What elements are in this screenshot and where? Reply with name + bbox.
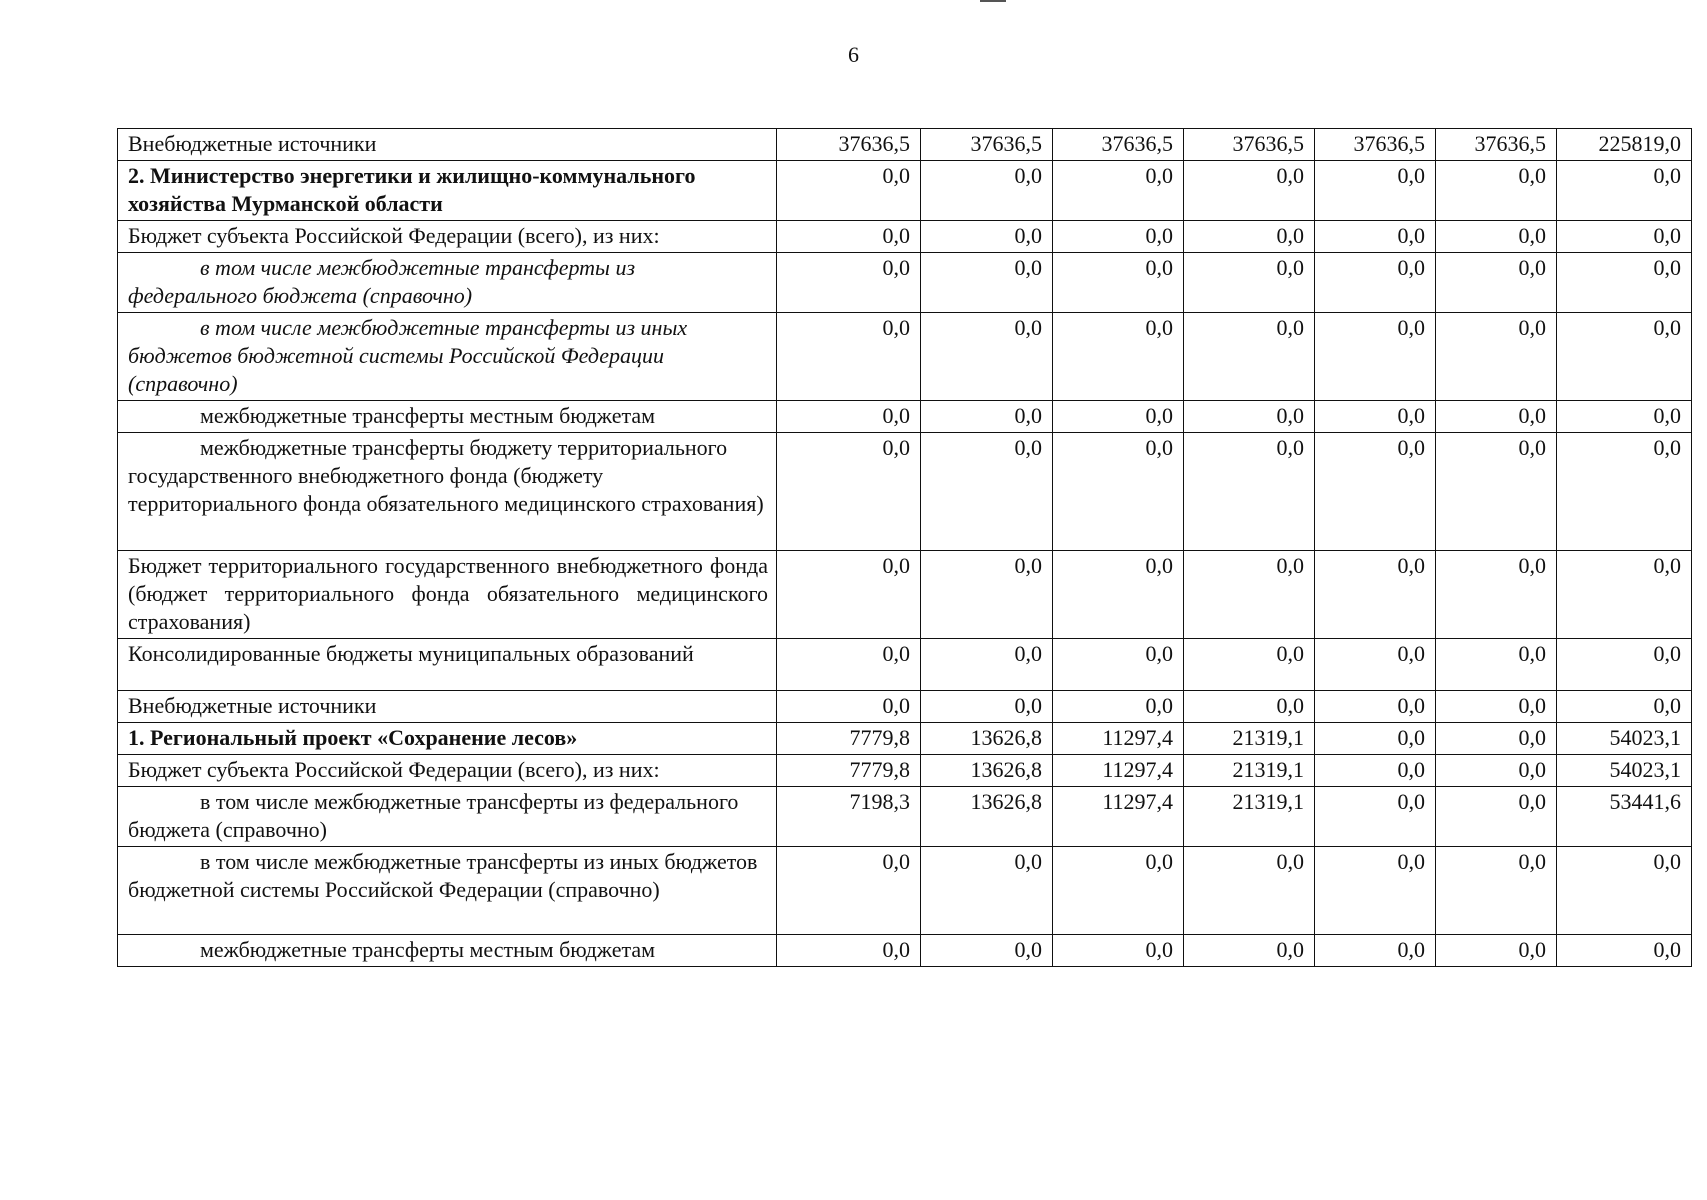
value-cell: 0,0 — [777, 433, 921, 551]
value-cell: 0,0 — [921, 433, 1053, 551]
value-cell: 0,0 — [921, 935, 1053, 967]
table-row — [118, 161, 1692, 221]
row-label: 2. Министерство энергетики и жилищно-коммунального хозяйства Мурманской области — [118, 161, 777, 221]
value-cell: 0,0 — [1184, 401, 1315, 433]
value-cell: 0,0 — [921, 639, 1053, 691]
table-row — [118, 433, 1692, 551]
value-cell: 37636,5 — [1436, 129, 1557, 161]
value-cell: 0,0 — [777, 935, 921, 967]
value-cell: 37636,5 — [921, 129, 1053, 161]
value-cell: 0,0 — [1053, 847, 1184, 935]
value-cell: 13626,8 — [921, 755, 1053, 787]
value-cell: 0,0 — [1053, 551, 1184, 639]
value-cell: 0,0 — [1315, 161, 1436, 221]
value-cell: 7198,3 — [777, 787, 921, 847]
row-label: Внебюджетные источники — [118, 691, 777, 723]
total-cell: 0,0 — [1557, 221, 1692, 253]
value-cell: 0,0 — [1184, 221, 1315, 253]
value-cell: 0,0 — [921, 401, 1053, 433]
budget-table — [117, 128, 1692, 967]
value-cell: 0,0 — [777, 221, 921, 253]
row-label: межбюджетные трансферты местным бюджетам — [118, 935, 777, 967]
value-cell: 37636,5 — [1184, 129, 1315, 161]
row-label: в том числе межбюджетные трансферты из иных бюджетов бюджетной системы Российской Федерации (справочно) — [118, 313, 777, 401]
value-cell: 37636,5 — [777, 129, 921, 161]
total-cell: 0,0 — [1557, 161, 1692, 221]
value-cell: 0,0 — [1436, 691, 1557, 723]
value-cell: 0,0 — [1315, 755, 1436, 787]
value-cell: 0,0 — [1315, 723, 1436, 755]
total-cell: 0,0 — [1557, 847, 1692, 935]
total-cell: 0,0 — [1557, 935, 1692, 967]
table-body — [118, 129, 1692, 967]
value-cell: 0,0 — [777, 161, 921, 221]
table-row — [118, 253, 1692, 313]
value-cell: 0,0 — [777, 639, 921, 691]
table-row — [118, 787, 1692, 847]
value-cell: 0,0 — [921, 253, 1053, 313]
table-row — [118, 691, 1692, 723]
table-row — [118, 313, 1692, 401]
value-cell: 13626,8 — [921, 787, 1053, 847]
value-cell: 0,0 — [1053, 401, 1184, 433]
row-label: Консолидированные бюджеты муниципальных образований — [118, 639, 777, 691]
value-cell: 0,0 — [1184, 691, 1315, 723]
total-cell: 0,0 — [1557, 433, 1692, 551]
total-cell: 54023,1 — [1557, 755, 1692, 787]
value-cell: 0,0 — [921, 691, 1053, 723]
value-cell: 0,0 — [921, 161, 1053, 221]
value-cell: 0,0 — [1436, 723, 1557, 755]
value-cell: 0,0 — [1184, 639, 1315, 691]
row-label: Бюджет субъекта Российской Федерации (всего), из них: — [118, 221, 777, 253]
value-cell: 0,0 — [1315, 639, 1436, 691]
value-cell: 0,0 — [777, 847, 921, 935]
value-cell: 0,0 — [1315, 221, 1436, 253]
value-cell: 0,0 — [1436, 401, 1557, 433]
value-cell: 0,0 — [1436, 787, 1557, 847]
value-cell: 0,0 — [1053, 221, 1184, 253]
total-cell: 0,0 — [1557, 313, 1692, 401]
value-cell: 0,0 — [1436, 221, 1557, 253]
value-cell: 0,0 — [1184, 313, 1315, 401]
value-cell: 0,0 — [1184, 253, 1315, 313]
value-cell: 0,0 — [1315, 551, 1436, 639]
total-cell: 0,0 — [1557, 639, 1692, 691]
table-row — [118, 935, 1692, 967]
value-cell: 0,0 — [1436, 253, 1557, 313]
table-row — [118, 401, 1692, 433]
value-cell: 0,0 — [1315, 401, 1436, 433]
value-cell: 0,0 — [1184, 847, 1315, 935]
value-cell: 0,0 — [1184, 551, 1315, 639]
value-cell: 0,0 — [777, 551, 921, 639]
row-label: межбюджетные трансферты местным бюджетам — [118, 401, 777, 433]
table-row — [118, 847, 1692, 935]
table-row — [118, 221, 1692, 253]
row-label: Бюджет территориального государственного внебюджетного фонда (бюджет территориального фонда обязательного медицинского страхования) — [118, 551, 777, 639]
value-cell: 0,0 — [1436, 639, 1557, 691]
total-cell: 0,0 — [1557, 401, 1692, 433]
value-cell: 0,0 — [1315, 935, 1436, 967]
total-cell: 0,0 — [1557, 691, 1692, 723]
row-label: в том числе межбюджетные трансферты из федерального бюджета (справочно) — [118, 253, 777, 313]
value-cell: 0,0 — [1436, 755, 1557, 787]
row-label: Бюджет субъекта Российской Федерации (всего), из них: — [118, 755, 777, 787]
value-cell: 0,0 — [777, 313, 921, 401]
value-cell: 0,0 — [1315, 313, 1436, 401]
value-cell: 0,0 — [1053, 691, 1184, 723]
value-cell: 11297,4 — [1053, 787, 1184, 847]
row-label: в том числе межбюджетные трансферты из федерального бюджета (справочно) — [118, 787, 777, 847]
value-cell: 11297,4 — [1053, 723, 1184, 755]
total-cell: 54023,1 — [1557, 723, 1692, 755]
value-cell: 0,0 — [1053, 935, 1184, 967]
table-row — [118, 551, 1692, 639]
value-cell: 21319,1 — [1184, 723, 1315, 755]
value-cell: 0,0 — [1053, 253, 1184, 313]
value-cell: 0,0 — [1315, 433, 1436, 551]
total-cell: 0,0 — [1557, 253, 1692, 313]
table-row — [118, 755, 1692, 787]
value-cell: 0,0 — [1053, 433, 1184, 551]
value-cell: 0,0 — [1184, 935, 1315, 967]
value-cell: 0,0 — [1436, 551, 1557, 639]
table-row — [118, 639, 1692, 691]
total-cell: 225819,0 — [1557, 129, 1692, 161]
value-cell: 0,0 — [921, 551, 1053, 639]
row-label: 1. Региональный проект «Сохранение лесов» — [118, 723, 777, 755]
value-cell: 0,0 — [1315, 691, 1436, 723]
row-label: Внебюджетные источники — [118, 129, 777, 161]
value-cell: 0,0 — [1053, 161, 1184, 221]
value-cell: 0,0 — [1053, 313, 1184, 401]
total-cell: 0,0 — [1557, 551, 1692, 639]
row-label: в том числе межбюджетные трансферты из иных бюджетов бюджетной системы Российской Федерации (справочно) — [118, 847, 777, 935]
value-cell: 21319,1 — [1184, 755, 1315, 787]
value-cell: 0,0 — [777, 253, 921, 313]
value-cell: 0,0 — [1436, 161, 1557, 221]
value-cell: 0,0 — [1053, 639, 1184, 691]
value-cell: 0,0 — [1184, 433, 1315, 551]
value-cell: 0,0 — [1436, 313, 1557, 401]
value-cell: 7779,8 — [777, 723, 921, 755]
value-cell: 0,0 — [1436, 847, 1557, 935]
value-cell: 0,0 — [777, 401, 921, 433]
value-cell: 21319,1 — [1184, 787, 1315, 847]
value-cell: 0,0 — [921, 221, 1053, 253]
value-cell: 7779,8 — [777, 755, 921, 787]
value-cell: 0,0 — [1315, 253, 1436, 313]
value-cell: 13626,8 — [921, 723, 1053, 755]
value-cell: 0,0 — [1315, 847, 1436, 935]
value-cell: 0,0 — [1436, 935, 1557, 967]
value-cell: 11297,4 — [1053, 755, 1184, 787]
value-cell: 0,0 — [921, 313, 1053, 401]
value-cell: 0,0 — [777, 691, 921, 723]
value-cell: 0,0 — [1315, 787, 1436, 847]
row-label: межбюджетные трансферты бюджету территориального государственного внебюджетного фонда (бюджету территориального фонда обязательного медицинского страхования) — [118, 433, 777, 551]
value-cell: 37636,5 — [1315, 129, 1436, 161]
table-row — [118, 129, 1692, 161]
value-cell: 37636,5 — [1053, 129, 1184, 161]
value-cell: 0,0 — [1436, 433, 1557, 551]
value-cell: 0,0 — [921, 847, 1053, 935]
page-number: 6 — [848, 42, 859, 67]
table-row — [118, 723, 1692, 755]
total-cell: 53441,6 — [1557, 787, 1692, 847]
value-cell: 0,0 — [1184, 161, 1315, 221]
scan-mark — [980, 0, 1006, 2]
